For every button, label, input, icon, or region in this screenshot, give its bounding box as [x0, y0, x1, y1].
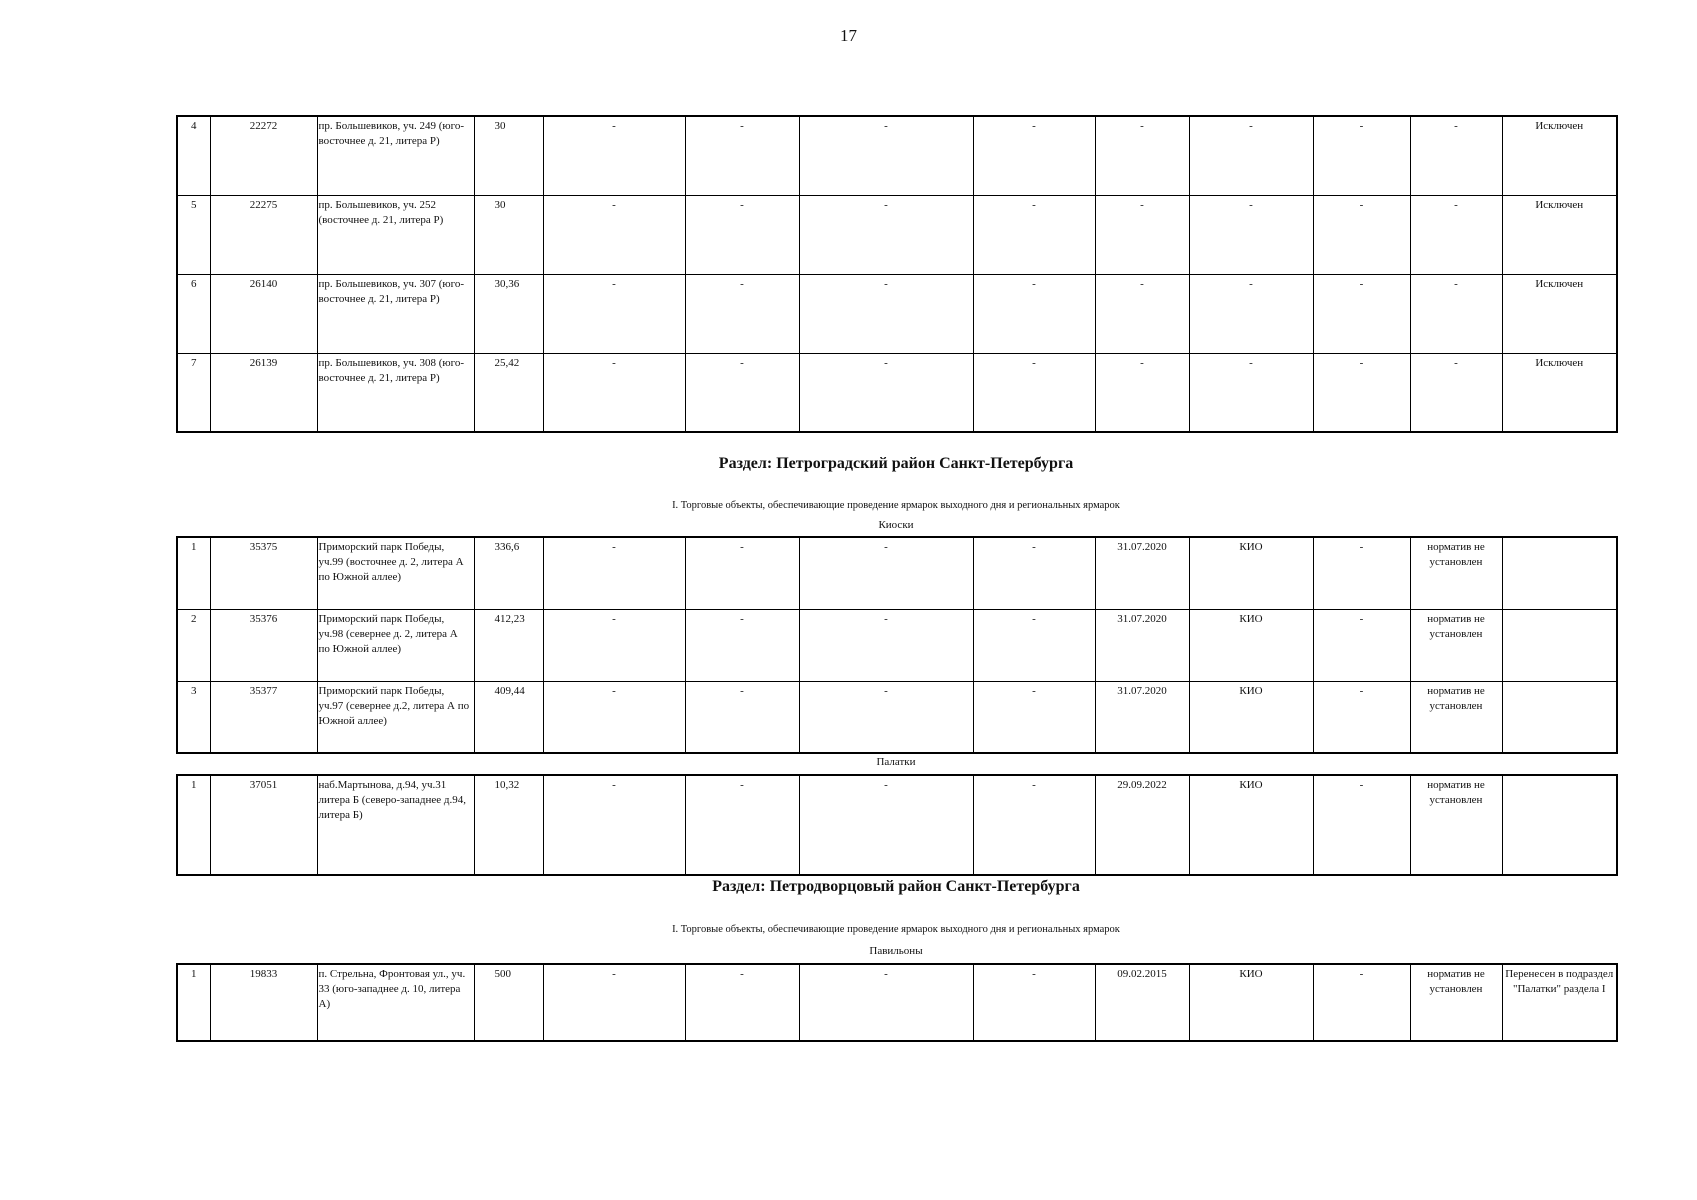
table-cell: -: [799, 116, 973, 195]
table-cell: 30: [474, 195, 543, 274]
table-cell: -: [1313, 353, 1410, 432]
table-cell: 5: [177, 195, 210, 274]
table-cell: -: [1313, 195, 1410, 274]
table-cell: 19833: [210, 964, 317, 1041]
table-cell: Исключен: [1502, 116, 1617, 195]
table-cell: норматив не установлен: [1410, 964, 1502, 1041]
table-row: [177, 775, 1617, 875]
table-cell: -: [1313, 537, 1410, 609]
table-cell: 409,44: [474, 681, 543, 753]
table-cell: -: [973, 116, 1095, 195]
table-cell: -: [685, 195, 799, 274]
table-cell: -: [1313, 274, 1410, 353]
table-cell: -: [1095, 353, 1189, 432]
table-cell: -: [543, 537, 685, 609]
table-cell: -: [543, 964, 685, 1041]
table-cell: 37051: [210, 775, 317, 875]
table-cell: 25,42: [474, 353, 543, 432]
table-cell: -: [799, 274, 973, 353]
table-cell: -: [973, 537, 1095, 609]
table-cell: -: [799, 609, 973, 681]
table-cell: норматив не установлен: [1410, 775, 1502, 875]
table-cell: -: [799, 681, 973, 753]
table-cell: Приморский парк Победы, уч.98 (севернее д. 2, литера А по Южной аллее): [317, 609, 474, 681]
table-cell: -: [1189, 274, 1313, 353]
table-cell: 30: [474, 116, 543, 195]
table-cell: -: [685, 964, 799, 1041]
table-cell: КИО: [1189, 775, 1313, 875]
table-cell: -: [543, 609, 685, 681]
table-row: [177, 274, 1617, 353]
table-cell: Исключен: [1502, 353, 1617, 432]
table-cell: -: [973, 681, 1095, 753]
table-cell: 22275: [210, 195, 317, 274]
table-continued: [176, 115, 1618, 433]
table-cell: КИО: [1189, 964, 1313, 1041]
table-cell: 35376: [210, 609, 317, 681]
table-cell: -: [973, 775, 1095, 875]
caption-tents: Палатки: [876, 756, 916, 768]
table-cell: -: [685, 274, 799, 353]
table-cell: 26140: [210, 274, 317, 353]
caption-pavilions: Павильоны: [869, 945, 923, 957]
table-cell: 35375: [210, 537, 317, 609]
table-cell: [1502, 775, 1617, 875]
table-cell: Исключен: [1502, 274, 1617, 353]
table-cell: 4: [177, 116, 210, 195]
table-row: [177, 195, 1617, 274]
table-cell: -: [973, 195, 1095, 274]
table-tents: [176, 774, 1618, 876]
table-cell: Приморский парк Победы, уч.99 (восточнее д. 2, литера А по Южной аллее): [317, 537, 474, 609]
table-cell: -: [1313, 609, 1410, 681]
table-cell: -: [1189, 116, 1313, 195]
table-cell: [1502, 681, 1617, 753]
table-cell: -: [543, 353, 685, 432]
table-cell: -: [685, 681, 799, 753]
table-kiosks: [176, 536, 1618, 754]
table-cell: норматив не установлен: [1410, 681, 1502, 753]
table-cell: 6: [177, 274, 210, 353]
table-cell: наб.Мартынова, д.94, уч.31 литера Б (северо-западнее д.94, литера Б): [317, 775, 474, 875]
table-cell: -: [1313, 116, 1410, 195]
table-cell: -: [973, 964, 1095, 1041]
table-cell: пр. Большевиков, уч. 252 (восточнее д. 21, литера Р): [317, 195, 474, 274]
table-cell: [1502, 609, 1617, 681]
table-cell: -: [1410, 116, 1502, 195]
table-cell: КИО: [1189, 681, 1313, 753]
table-cell: -: [1095, 274, 1189, 353]
table-cell: 1: [177, 964, 210, 1041]
section-title-petrogradsky: Раздел: Петроградский район Санкт-Петербурга: [718, 455, 1074, 472]
table-cell: 22272: [210, 116, 317, 195]
section-subtitle-petrogradsky: I. Торговые объекты, обеспечивающие проведение ярмарок выходного дня и региональных ярмарок: [672, 500, 1120, 511]
table-row: [177, 609, 1617, 681]
table-cell: -: [1410, 195, 1502, 274]
table-cell: 336,6: [474, 537, 543, 609]
table-cell: [1502, 537, 1617, 609]
caption-kiosks: Киоски: [878, 519, 914, 531]
table-cell: -: [685, 537, 799, 609]
page-number: 17: [840, 26, 857, 45]
table-cell: КИО: [1189, 537, 1313, 609]
table-pavilions: [176, 963, 1618, 1042]
table-cell: -: [543, 274, 685, 353]
table-cell: 26139: [210, 353, 317, 432]
table-cell: -: [1095, 116, 1189, 195]
table-cell: -: [973, 353, 1095, 432]
table-cell: КИО: [1189, 609, 1313, 681]
table-cell: п. Стрельна, Фронтовая ул., уч. 33 (юго-западнее д. 10, литера А): [317, 964, 474, 1041]
table-row: [177, 116, 1617, 195]
table-cell: -: [1189, 195, 1313, 274]
table-cell: 412,23: [474, 609, 543, 681]
table-row: [177, 964, 1617, 1041]
table-cell: Исключен: [1502, 195, 1617, 274]
table-cell: -: [799, 537, 973, 609]
table-cell: -: [1189, 353, 1313, 432]
table-cell: -: [973, 609, 1095, 681]
table-cell: Перенесен в подраздел "Палатки" раздела I: [1502, 964, 1617, 1041]
table-cell: -: [1313, 775, 1410, 875]
table-cell: -: [1313, 681, 1410, 753]
table-cell: -: [685, 609, 799, 681]
table-cell: 7: [177, 353, 210, 432]
table-cell: 31.07.2020: [1095, 609, 1189, 681]
table-cell: 1: [177, 537, 210, 609]
table-cell: -: [685, 116, 799, 195]
table-cell: -: [1410, 353, 1502, 432]
table-cell: норматив не установлен: [1410, 609, 1502, 681]
table-cell: пр. Большевиков, уч. 307 (юго-восточнее д. 21, литера Р): [317, 274, 474, 353]
table-cell: 500: [474, 964, 543, 1041]
table-cell: -: [973, 274, 1095, 353]
table-row: [177, 353, 1617, 432]
table-cell: -: [799, 195, 973, 274]
table-cell: -: [1410, 274, 1502, 353]
table-cell: 31.07.2020: [1095, 537, 1189, 609]
table-cell: 31.07.2020: [1095, 681, 1189, 753]
table-cell: Приморский парк Победы, уч.97 (севернее д.2, литера А по Южной аллее): [317, 681, 474, 753]
table-cell: 1: [177, 775, 210, 875]
table-cell: 30,36: [474, 274, 543, 353]
table-cell: -: [799, 353, 973, 432]
table-cell: пр. Большевиков, уч. 308 (юго-восточнее д. 21, литера Р): [317, 353, 474, 432]
section-subtitle-petrodvortsovy: I. Торговые объекты, обеспечивающие проведение ярмарок выходного дня и региональных ярмарок: [672, 924, 1120, 935]
table-cell: пр. Большевиков, уч. 249 (юго-восточнее д. 21, литера Р): [317, 116, 474, 195]
table-row: [177, 681, 1617, 753]
table-cell: 35377: [210, 681, 317, 753]
table-cell: -: [543, 775, 685, 875]
table-cell: -: [1095, 195, 1189, 274]
table-cell: -: [543, 116, 685, 195]
table-cell: норматив не установлен: [1410, 537, 1502, 609]
table-cell: -: [1313, 964, 1410, 1041]
section-title-petrodvortsovy: Раздел: Петродворцовый район Санкт-Петербурга: [712, 878, 1080, 895]
table-cell: 3: [177, 681, 210, 753]
table-cell: -: [685, 353, 799, 432]
table-cell: 10,32: [474, 775, 543, 875]
table-cell: -: [543, 195, 685, 274]
table-cell: 09.02.2015: [1095, 964, 1189, 1041]
table-cell: 2: [177, 609, 210, 681]
table-cell: -: [799, 775, 973, 875]
table-cell: -: [685, 775, 799, 875]
table-cell: -: [799, 964, 973, 1041]
table-row: [177, 537, 1617, 609]
table-cell: 29.09.2022: [1095, 775, 1189, 875]
table-cell: -: [543, 681, 685, 753]
